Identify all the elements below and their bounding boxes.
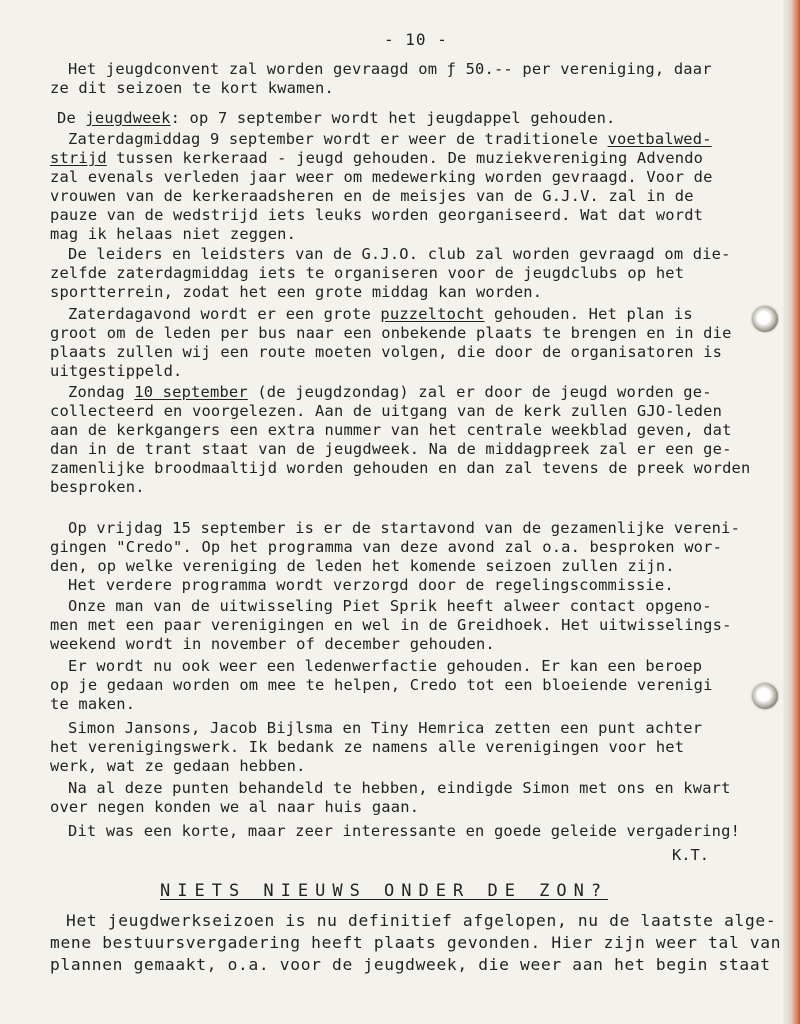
underlined-term: strijd — [50, 149, 107, 167]
underlined-term: voetbalwed- — [607, 130, 712, 148]
text-line: te maken. — [50, 695, 136, 713]
text-span: De — [57, 109, 86, 127]
text-line: mene bestuursvergadering heeft plaats gevonden. Hier zijn weer tal van — [50, 933, 782, 952]
text-line: Er wordt nu ook weer een ledenwerfactie gehouden. Er kan een beroep — [68, 657, 703, 675]
text-line: Simon Jansons, Jacob Bijlsma en Tiny Hemrica zetten een punt achter — [68, 719, 703, 737]
text-line: plaats zullen wij een route moeten volgen, die door de organisatoren is — [50, 343, 723, 361]
punch-hole — [752, 683, 778, 709]
text-line — [68, 383, 712, 401]
text-span: Zondag — [68, 383, 135, 401]
text-line: sportterrein, zodat het een grote middag kan worden. — [50, 283, 543, 301]
text-line: vrouwen van de kerkeraadsheren en de meisjes van de G.J.V. zal in de — [50, 187, 694, 205]
text-line: den, op welke vereniging de leden het komende seizoen zullen zijn. — [50, 557, 675, 575]
underlined-term: 10 september — [134, 383, 248, 401]
text-line: werk, wat ze gedaan hebben. — [50, 757, 306, 775]
text-line: men met een paar verenigingen en wel in de Greidhoek. Het uitwisselings- — [50, 616, 732, 634]
text-span: tussen kerkeraad - jeugd gehouden. De muziekvereniging Advendo — [106, 149, 704, 167]
text-span: gehouden. Het plan is — [484, 305, 693, 323]
text-line: mag ik helaas niet zeggen. — [50, 225, 297, 243]
text-line: Het verdere programma wordt verzorgd door de regelingscommissie. — [68, 576, 674, 594]
text-line: het verenigingswerk. Ik bedank ze namens alle verenigingen voor het — [50, 738, 685, 756]
text-line: ze dit seizoen te kort kwamen. — [50, 79, 334, 97]
page-edge — [786, 0, 800, 1024]
text-line: zelfde zaterdagmiddag iets te organiseren voor de jeugdclubs op het — [50, 264, 685, 282]
text-line: Dit was een korte, maar zeer interessante en goede geleide vergadering! — [68, 822, 741, 840]
text-line: over negen konden we al naar huis gaan. — [50, 798, 420, 816]
text-line: uitgestippeld. — [50, 362, 183, 380]
text-span: (de jeugdzondag) zal er door de jeugd worden ge- — [247, 383, 712, 401]
text-line: dan in de trant staat van de jeugdweek. Na de middagpreek zal er een ge- — [50, 440, 732, 458]
text-line: De leiders en leidsters van de G.J.O. club zal worden gevraagd om die- — [68, 245, 731, 263]
text-line: zamenlijke broodmaaltijd worden gehouden en dan zal tevens de preek worden — [50, 459, 751, 477]
text-line — [50, 149, 703, 167]
punch-hole — [752, 306, 778, 332]
text-line: Het jeugdconvent zal worden gevraagd om ƒ 50.-- per vereniging, daar — [68, 60, 712, 78]
text-line: weekend wordt in november of december gehouden. — [50, 635, 495, 653]
page-number: - 10 - — [384, 30, 448, 49]
text-line: Het jeugdwerkseizoen is nu definitief afgelopen, nu de laatste alge- — [66, 911, 777, 930]
text-line: gingen "Credo". Op het programma van deze avond zal o.a. besproken wor- — [50, 538, 723, 556]
text-line — [68, 130, 712, 148]
text-span: : op 7 september wordt het jeugdappel gehouden. — [170, 109, 616, 127]
underlined-term: puzzeltocht — [380, 305, 485, 323]
text-span: Zaterdagavond wordt er een grote — [68, 305, 381, 323]
text-span: Zaterdagmiddag 9 september wordt er weer de traditionele — [68, 130, 608, 148]
text-line: pauze van de wedstrijd iets leuks worden georganiseerd. Wat dat wordt — [50, 206, 704, 224]
text-line: plannen gemaakt, o.a. voor de jeugdweek, die weer aan het begin staat — [50, 955, 771, 974]
text-line: besproken. — [50, 478, 145, 496]
text-line: op je gedaan worden om mee te helpen, Credo tot een bloeiende verenigi — [50, 676, 713, 694]
text-line: zal evenals verleden jaar weer om medewerking worden gevraagd. Voor de — [50, 168, 713, 186]
text-line: Onze man van de uitwisseling Piet Sprik heeft alweer contact opgeno- — [68, 597, 712, 615]
signature-initials: K.T. — [672, 846, 710, 864]
text-line — [68, 305, 693, 323]
text-line: aan de kerkgangers een extra nummer van het centrale weekblad geven, dat — [50, 421, 732, 439]
text-line: groot om de leden per bus naar een onbekende plaats te brengen en in die — [50, 324, 732, 342]
text-line: collecteerd en voorgelezen. Aan de uitgang van de kerk zullen GJO-leden — [50, 402, 723, 420]
underlined-term: jeugdweek — [85, 109, 171, 127]
text-line — [57, 109, 616, 127]
text-line: Op vrijdag 15 september is er de startavond van de gezamenlijke vereni- — [68, 519, 741, 537]
section-heading: NIETS NIEUWS ONDER DE ZON? — [160, 881, 609, 901]
text-line: Na al deze punten behandeld te hebben, eindigde Simon met ons en kwart — [68, 779, 731, 797]
